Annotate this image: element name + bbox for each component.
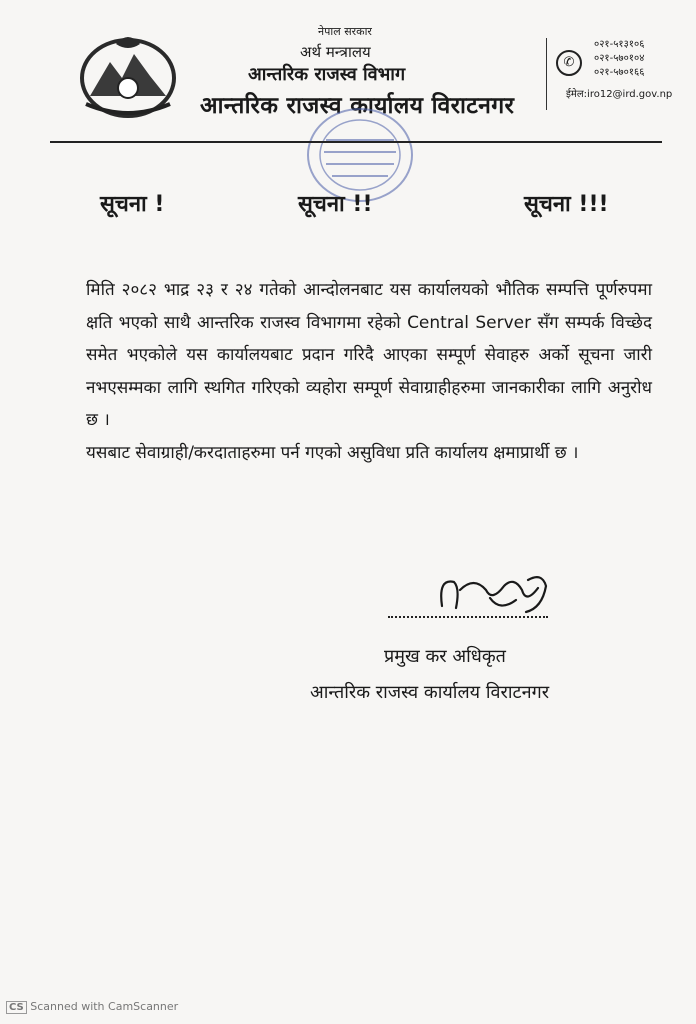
ministry-name: अर्थ मन्त्रालय <box>300 43 371 61</box>
phone-icon: ✆ <box>556 50 582 76</box>
scanner-text: Scanned with CamScanner <box>30 1000 179 1013</box>
handwritten-signature-icon <box>430 568 554 618</box>
email-address[interactable]: iro12@ird.gov.np <box>587 89 673 100</box>
office-name: आन्तरिक राजस्व कार्यालय विराटनगर <box>200 93 515 119</box>
scanner-watermark <box>6 1000 178 1013</box>
signatory-title: प्रमुख कर अधिकृत <box>384 646 506 667</box>
email-label: ईमेल: <box>566 89 588 100</box>
body-paragraph: मिति २०८२ भाद्र २३ र २४ गतेको आन्दोलनबाट यस कार्यालयको भौतिक सम्पत्ति पूर्णरुपमा क्षति भएको साथै आन्तरिक राजस्व विभागमा रहेको Central Server सँग सम्पर्क विच्छेद समेत भएकोले यस कार्यालयबाट प्रदान गरिदै आएका सम्पूर्ण सेवाहरु अर्को सूचना जारी नभएसम्मका लागि स्थगित गरिएको व्यहोरा सम्पूर्ण सेवाग्राहीहरुमा जानकारीका लागि अनुरोध छ । <box>86 280 652 430</box>
notice-body <box>86 274 652 469</box>
body-paragraph: यसबाट सेवाग्राही/करदाताहरुमा पर्न गएको असुविधा प्रति कार्यालय क्षमाप्रार्थी छ । <box>86 442 579 463</box>
phone-numbers <box>594 38 644 80</box>
phone-number: ०२१-५१३१०६ <box>594 39 645 50</box>
signatory-office: आन्तरिक राजस्व कार्यालय विराटनगर <box>310 682 550 703</box>
notice-title: सूचना !! <box>298 192 373 217</box>
notice-title: सूचना ! <box>100 192 165 217</box>
header-divider <box>546 38 547 110</box>
email-row <box>566 86 672 100</box>
nepal-emblem-icon <box>76 26 180 122</box>
notice-title: सूचना !!! <box>524 192 609 217</box>
department-name: आन्तरिक राजस्व विभाग <box>248 64 406 85</box>
phone-number: ०२१-५७०१०४ <box>594 53 645 64</box>
government-name: नेपाल सरकार <box>318 25 372 38</box>
phone-number: ०२१-५७०१६६ <box>594 67 645 78</box>
signature-line <box>388 616 548 618</box>
header-rule <box>50 141 662 143</box>
camscanner-logo: CS <box>6 1001 27 1014</box>
